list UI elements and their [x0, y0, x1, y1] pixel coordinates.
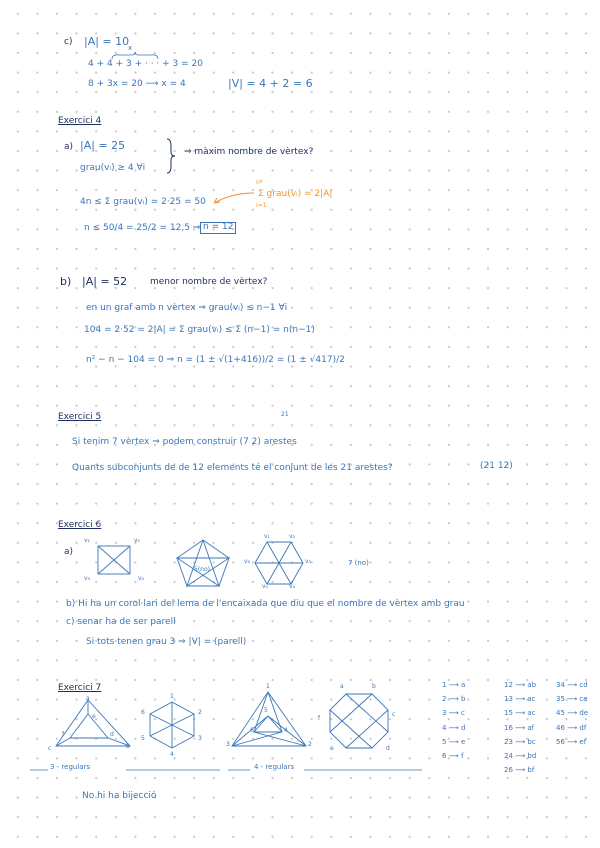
vertex-map-item: 5 ⟶ e	[442, 737, 466, 746]
tri2-2: 2	[308, 741, 312, 748]
part-c-eq2: 8 + 3x = 20 ⟶ x = 4	[88, 79, 186, 89]
reg3-rule	[30, 768, 220, 772]
edge-map-item: 34 ⟶ cd	[556, 681, 588, 689]
edge-map-item: 35 ⟶ ce	[556, 695, 588, 704]
edge-map-item: 16 ⟶ af	[504, 723, 535, 732]
pentagon-graph	[175, 538, 231, 588]
ex7-conclusion: No hi ha bijecció	[82, 791, 157, 801]
hex2-e: e	[330, 745, 334, 752]
vertex-map-item: 6 ⟶ f	[442, 751, 464, 760]
hex-graph-1	[148, 700, 196, 750]
edge-map-list-1	[504, 682, 536, 781]
ex4-b-line3: n² − n − 104 = 0 ⇒ n = (1 ± √(1+416))/2 = (1 ± √417)/2	[86, 355, 345, 365]
hex2-a: a	[340, 683, 344, 690]
hex-v6: v₆	[244, 558, 250, 565]
reg3-label: 3 - regulars	[50, 763, 91, 771]
edge-map-item: 12 ⟶ ab	[504, 681, 537, 689]
edge-map-item: 23 ⟶ bc	[504, 737, 536, 746]
ex6-b-line: b) Hi ha un corol·lari del lema de l'encaixada que diu que el nombre de vèrtex amb grau	[66, 599, 465, 609]
ex4-a-eq: |A| = 25	[80, 139, 126, 152]
vertex-map-item: 1 ⟶ a	[442, 681, 466, 689]
tri2-6: 6	[250, 727, 254, 734]
vertex-map-item: 4 ⟶ d	[442, 723, 466, 732]
hex1-3: 3	[198, 735, 202, 742]
hex2-c: c	[392, 711, 396, 718]
ex5-title: Exercici 5	[58, 412, 102, 422]
edge-map-item: 24 ⟶ bd	[504, 751, 537, 760]
ex4-title: Exercici 4	[58, 116, 102, 126]
tri1-b: b	[126, 743, 130, 750]
x-mark: x	[128, 44, 133, 52]
pentagon-label: 5(no)	[194, 566, 210, 573]
ex5-line1: Si tenim 7 vèrtex ⇒ podem construir (7 2) arestes	[72, 437, 297, 447]
ex6-c-line: c) senar ha de ser parell	[66, 617, 176, 627]
ex4-answer: n = 12	[200, 222, 236, 234]
hex1-5: 5	[141, 735, 145, 742]
hex1-4: 4	[170, 751, 174, 758]
ex6-c-line2: Si tots tenen grau 3 ⇒ |V| = (parell)	[86, 637, 247, 647]
ex5-top-number: 21	[281, 411, 289, 418]
k4-v1: v₁	[84, 537, 90, 544]
k4-v3: v₃	[84, 575, 90, 582]
tri1-f: f	[62, 731, 65, 738]
edge-map-item: 13 ⟶ ac	[504, 695, 536, 704]
k4-v2: v₂	[134, 537, 140, 544]
tri1-a: a	[86, 695, 90, 702]
vertex-map-list	[442, 682, 465, 767]
ex6-title: Exercici 6	[58, 520, 102, 530]
vertex-map-item: 2 ⟶ b	[442, 695, 466, 704]
ex5-binom: (21 12)	[480, 461, 513, 471]
part-c-sum: 4 + 4 + 3 + · · · + 3 = 20	[88, 59, 203, 69]
tri2-4: 4	[284, 727, 288, 734]
tri2-1: 1	[266, 683, 270, 690]
ex4-ineq: 4n ≤ Σ grau(vᵢ) = 2·25 = 50	[80, 197, 206, 207]
part-c-eq3: |V| = 4 + 2 = 6	[228, 77, 313, 90]
tri1-d: d	[110, 731, 114, 738]
right-brace	[166, 138, 176, 174]
hex1-2: 2	[198, 709, 202, 716]
ex4-a-label: a)	[64, 142, 74, 152]
tri-graph-1	[52, 696, 136, 752]
part-c-eq1: |A| = 10	[84, 35, 130, 48]
hex1-1: 1	[170, 693, 174, 700]
tri2-5: 5	[264, 707, 268, 714]
ex4-b-line1: en un graf amb n vèrtex ⇒ grau(vᵢ) ≤ n−1 ∀i	[86, 303, 288, 313]
ex4-b-line2: 104 = 2·52 = 2|A| = Σ grau(vᵢ) ≤ Σ (n−1) = n(n−1)	[84, 325, 315, 335]
hint-bottom: i=1	[256, 202, 267, 209]
seven-label: 7 (no)	[348, 559, 369, 567]
hex1-6: 6	[141, 709, 145, 716]
edge-map-item: 26 ⟶ bf	[504, 766, 535, 775]
k4-graph	[95, 543, 135, 578]
hint-top: nº	[256, 179, 263, 186]
ex6-a-label: a)	[64, 547, 74, 557]
hint-arrow	[210, 190, 256, 206]
ex4-b-goal: menor nombre de vèrtex?	[150, 277, 268, 287]
edge-map-list-2	[556, 682, 588, 753]
hex-v1: v₁	[264, 533, 270, 540]
hex2-f: f	[318, 715, 321, 722]
part-c-label: c)	[64, 37, 73, 47]
ex4-a-cond: grau(vᵢ) ≥ 4 ∀i	[80, 163, 146, 173]
reg4-label: 4 - regulars	[254, 763, 295, 771]
tri-graph-2	[230, 690, 310, 750]
hex-v3: v₃	[305, 558, 311, 565]
edge-map-item: 46 ⟶ df	[556, 723, 587, 732]
tri1-e: e	[92, 713, 96, 720]
sum-brace	[110, 52, 160, 60]
k4-v4: v₄	[138, 575, 144, 582]
ex4-a-goal: ⇒ màxim nombre de vèrtex?	[184, 147, 314, 157]
ex4-frac: n ≤ 50/4 = 25/2 = 12,5 ⇒	[84, 223, 201, 233]
hint-formula: Σ grau(vᵢ) = 2|A|	[258, 189, 333, 199]
ex7-title: Exercici 7	[58, 683, 102, 693]
hexagon-graph	[254, 540, 304, 586]
edge-map-item: 45 ⟶ de	[556, 709, 589, 718]
edge-map-item: 56 ⟶ ef	[556, 737, 587, 746]
edge-map-item: 15 ⟶ ac	[504, 709, 536, 718]
ex4-b-label: b)	[60, 275, 72, 288]
vertex-map-item: 3 ⟶ c	[442, 709, 465, 718]
hex-graph-2	[328, 692, 390, 750]
hex2-d: d	[386, 745, 390, 752]
hex-v2: v₂	[289, 533, 295, 540]
hex-v4: v₄	[289, 583, 295, 590]
ex5-line2: Quants subconjunts de de 12 elements té el conjunt de les 21 arestes?	[72, 463, 393, 473]
tri1-c: c	[48, 745, 52, 752]
tri2-3: 3	[226, 741, 230, 748]
ex4-b-eq: |A| = 52	[82, 275, 128, 288]
hex2-b: b	[372, 683, 376, 690]
reg4-rule	[228, 768, 422, 772]
hex-v5: v₅	[262, 583, 268, 590]
